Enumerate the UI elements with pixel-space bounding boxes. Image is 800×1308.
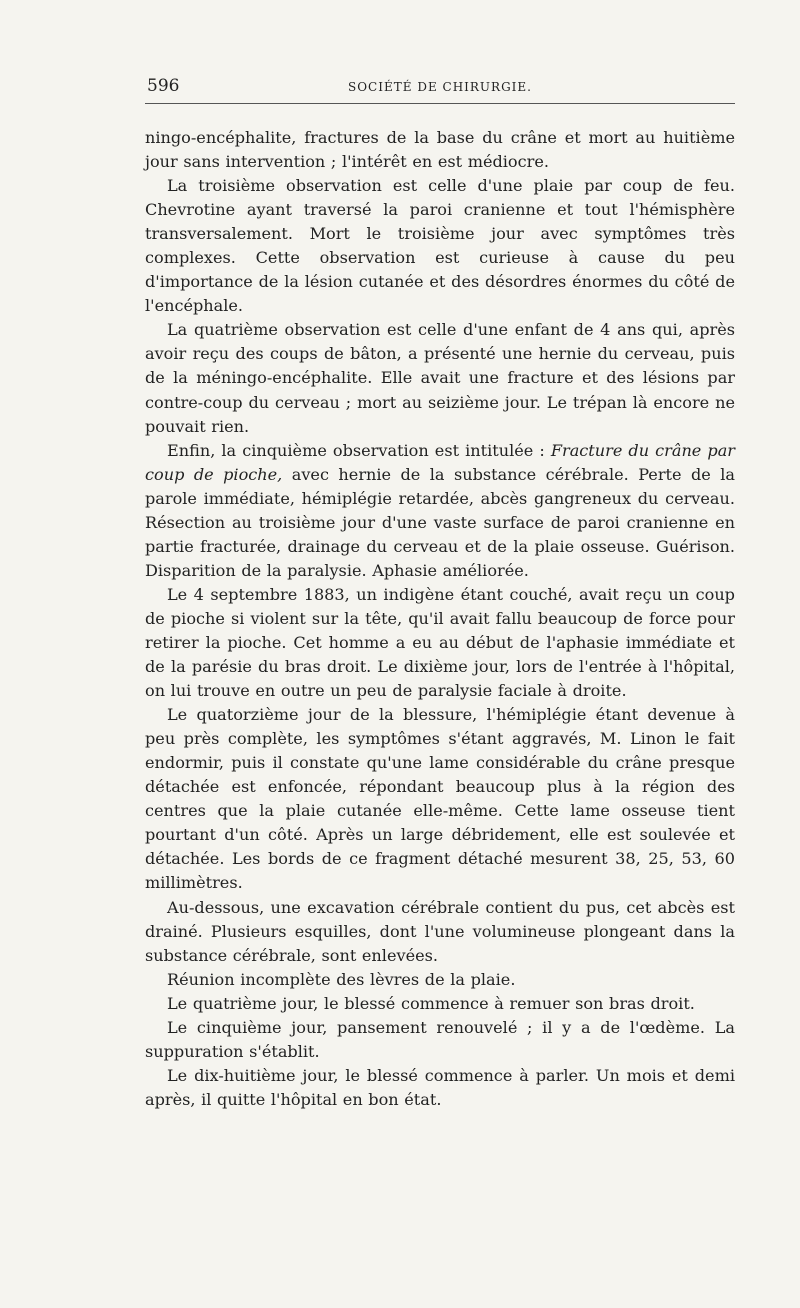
body-text [145,126,735,1112]
paragraph-text: Enfin, la cinquième observation est intitulée : [167,440,551,460]
paragraph: Le quatrième jour, le blessé commence à remuer son bras droit. [167,993,695,1013]
page-header [145,76,735,100]
paragraph-text: avec hernie de la substance cérébrale. Perte de la parole immédiate, hémiplégie retardée, abcès gangreneux du cerveau. Résection au troisième jour d'une vaste surface de paroi cranienne en partie fracturée, drainage du cerveau et de la plaie osseuse. Guérison. Disparition de la paralysie. Aphasie améliorée. [145,464,735,580]
paragraph: Le cinquième jour, pansement renouvelé ; il y a de l'œdème. La suppuration s'établit. [145,1017,735,1061]
paragraph: Au-dessous, une excavation cérébrale contient du pus, cet abcès est drainé. Plusieurs esquilles, dont l'une volumineuse plongeant dans la substance cérébrale, sont enlevées. [145,897,735,965]
paragraph: ningo-encéphalite, fractures de la base du crâne et mort au huitième jour sans intervention ; l'intérêt en est médiocre. [145,128,735,172]
paragraph: Le 4 septembre 1883, un indigène étant couché, avait reçu un coup de pioche si violent sur la tête, qu'il avait fallu beaucoup de force pour retirer la pioche. Cet homme a eu au début de l'aphasie immédiate et de la parésie du bras droit. Le dixième jour, lors de l'entrée à l'hôpital, on lui trouve en outre un peu de paralysie faciale à droite. [145,584,735,701]
paragraph: Réunion incomplète des lèvres de la plaie. [167,969,516,989]
paragraph: Le quatorzième jour de la blessure, l'hémiplégie étant devenue à peu près complète, les symptômes s'étant aggravés, M. Linon le fait endormir, puis il constate qu'une lame considérable du crâne presque détachée est enfoncée, répondant beaucoup plus à la région des centres que la plaie cutanée elle-même. Cette lame osseuse tient pourtant d'un côté. Après un large débridement, elle est soulevée et détachée. Les bords de ce fragment détaché mesurent 38, 25, 53, 60 millimètres. [145,705,735,893]
paragraph: Le dix-huitième jour, le blessé commence à parler. Un mois et demi après, il quitte l'hôpital en bon état. [145,1065,735,1109]
paragraph [145,439,735,583]
paragraph: La quatrième observation est celle d'une enfant de 4 ans qui, après avoir reçu des coups de bâton, a présenté une hernie du cerveau, puis de la méningo-encéphalite. Elle avait une fracture et des lésions par contre-coup du cerveau ; mort au seizième jour. Le trépan là encore ne pouvait rien. [145,320,735,436]
header-rule [145,103,735,104]
running-title: SOCIÉTÉ DE CHIRURGIE. [348,80,532,94]
paragraph: La troisième observation est celle d'une plaie par coup de feu. Chevrotine ayant traversé la paroi cranienne et tout l'hémisphère transversalement. Mort le troisième jour avec symptômes très complexes. Cette observation est curieuse à cause du peu d'importance de la lésion cutanée et des désordres énormes du côté de l'encéphale. [145,176,735,316]
italic-title: Fracture du crâne par coup de pioche, [145,440,735,484]
page-number: 596 [147,76,180,96]
